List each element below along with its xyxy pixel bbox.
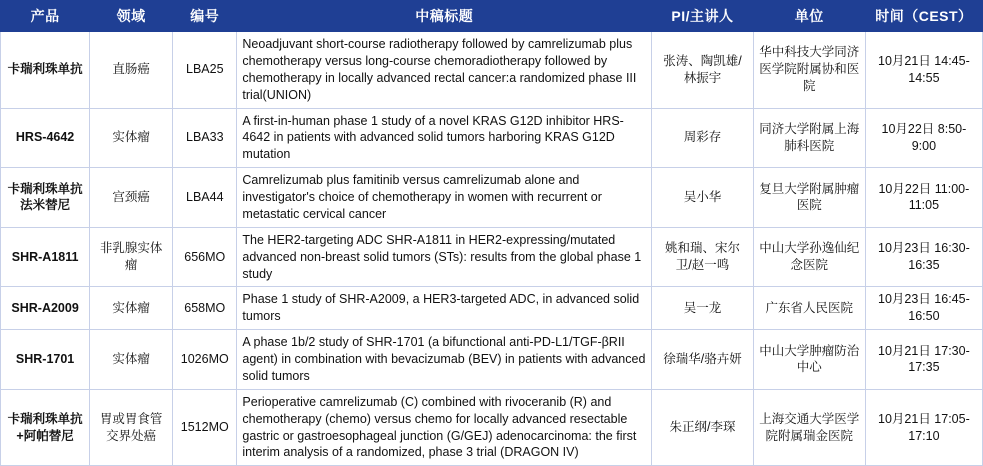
cell-product: 卡瑞利珠单抗 — [1, 32, 90, 109]
cell-number: 1026MO — [173, 330, 237, 390]
cell-time: 10月22日 11:00-11:05 — [865, 168, 982, 228]
column-header-product: 产品 — [1, 1, 90, 32]
column-header-title: 中稿标题 — [237, 1, 652, 32]
cell-org: 华中科技大学同济医学院附属协和医院 — [753, 32, 865, 109]
column-header-time: 时间（CEST） — [865, 1, 982, 32]
cell-number: 658MO — [173, 287, 237, 330]
table-row — [1, 389, 983, 466]
column-header-pi: PI/主讲人 — [652, 1, 754, 32]
cell-org: 中山大学孙逸仙纪念医院 — [753, 227, 865, 287]
cell-org: 同济大学附属上海肺科医院 — [753, 108, 865, 168]
cell-time: 10月21日 17:30-17:35 — [865, 330, 982, 390]
table-header-row — [1, 1, 983, 32]
cell-org: 中山大学肿瘤防治中心 — [753, 330, 865, 390]
cell-field: 胃或胃食管交界处癌 — [90, 389, 173, 466]
cell-product: 卡瑞利珠单抗法米替尼 — [1, 168, 90, 228]
cell-pi: 姚和瑞、宋尔卫/赵一鸣 — [652, 227, 754, 287]
cell-org: 上海交通大学医学院附属瑞金医院 — [753, 389, 865, 466]
cell-number: LBA25 — [173, 32, 237, 109]
cell-title: The HER2-targeting ADC SHR-A1811 in HER2-expressing/mutated advanced non-breast solid tumors (STs): results from the global phase 1 study — [237, 227, 652, 287]
cell-pi: 吴一龙 — [652, 287, 754, 330]
cell-number: LBA44 — [173, 168, 237, 228]
table-row — [1, 168, 983, 228]
cell-title: A phase 1b/2 study of SHR-1701 (a bifunctional anti-PD-L1/TGF-βRII agent) in combination with bevacizumab (BEV) in patients with advanced solid tumors — [237, 330, 652, 390]
cell-time: 10月21日 14:45-14:55 — [865, 32, 982, 109]
cell-time: 10月23日 16:45-16:50 — [865, 287, 982, 330]
cell-title: A first-in-human phase 1 study of a novel KRAS G12D inhibitor HRS-4642 in patients with advanced solid tumors harboring KRAS G12D mutation — [237, 108, 652, 168]
table-row — [1, 330, 983, 390]
table-row — [1, 108, 983, 168]
cell-pi: 徐瑞华/骆卉妍 — [652, 330, 754, 390]
cell-pi: 朱正纲/李琛 — [652, 389, 754, 466]
cell-number: LBA33 — [173, 108, 237, 168]
cell-field: 实体瘤 — [90, 330, 173, 390]
cell-title: Perioperative camrelizumab (C) combined with rivoceranib (R) and chemotherapy (chemo) versus chemo for locally advanced resectable gastric or gastroesophageal junction (G/GEJ) adenocarcinoma: the first interim analysis of a randomized, phase 3 trial (DRAGON IV) — [237, 389, 652, 466]
cell-number: 1512MO — [173, 389, 237, 466]
table-row — [1, 227, 983, 287]
column-header-org: 单位 — [753, 1, 865, 32]
cell-org: 广东省人民医院 — [753, 287, 865, 330]
cell-field: 直肠癌 — [90, 32, 173, 109]
cell-time: 10月22日 8:50-9:00 — [865, 108, 982, 168]
cell-time: 10月21日 17:05-17:10 — [865, 389, 982, 466]
cell-product: SHR-A1811 — [1, 227, 90, 287]
cell-product: 卡瑞利珠单抗+阿帕替尼 — [1, 389, 90, 466]
cell-org: 复旦大学附属肿瘤医院 — [753, 168, 865, 228]
column-header-number: 编号 — [173, 1, 237, 32]
cell-title: Phase 1 study of SHR-A2009, a HER3-targeted ADC, in advanced solid tumors — [237, 287, 652, 330]
cell-number: 656MO — [173, 227, 237, 287]
cell-field: 实体瘤 — [90, 287, 173, 330]
cell-product: SHR-1701 — [1, 330, 90, 390]
cell-title: Camrelizumab plus famitinib versus camrelizumab alone and investigator's choice of chemotherapy in women with recurrent or metastatic cervical cancer — [237, 168, 652, 228]
cell-pi: 周彩存 — [652, 108, 754, 168]
cell-field: 宫颈癌 — [90, 168, 173, 228]
cell-product: SHR-A2009 — [1, 287, 90, 330]
table-row — [1, 32, 983, 109]
cell-pi: 吴小华 — [652, 168, 754, 228]
cell-field: 非乳腺实体瘤 — [90, 227, 173, 287]
cell-title: Neoadjuvant short-course radiotherapy followed by camrelizumab plus chemotherapy versus long-course chemoradiotherapy followed by chemotherapy in locally advanced rectal cancer:a randomized phase III trial(UNION) — [237, 32, 652, 109]
cell-pi: 张涛、陶凯雄/林振宇 — [652, 32, 754, 109]
cell-time: 10月23日 16:30-16:35 — [865, 227, 982, 287]
table-body — [1, 32, 983, 466]
cell-product: HRS-4642 — [1, 108, 90, 168]
column-header-field: 领域 — [90, 1, 173, 32]
table-row — [1, 287, 983, 330]
cell-field: 实体瘤 — [90, 108, 173, 168]
